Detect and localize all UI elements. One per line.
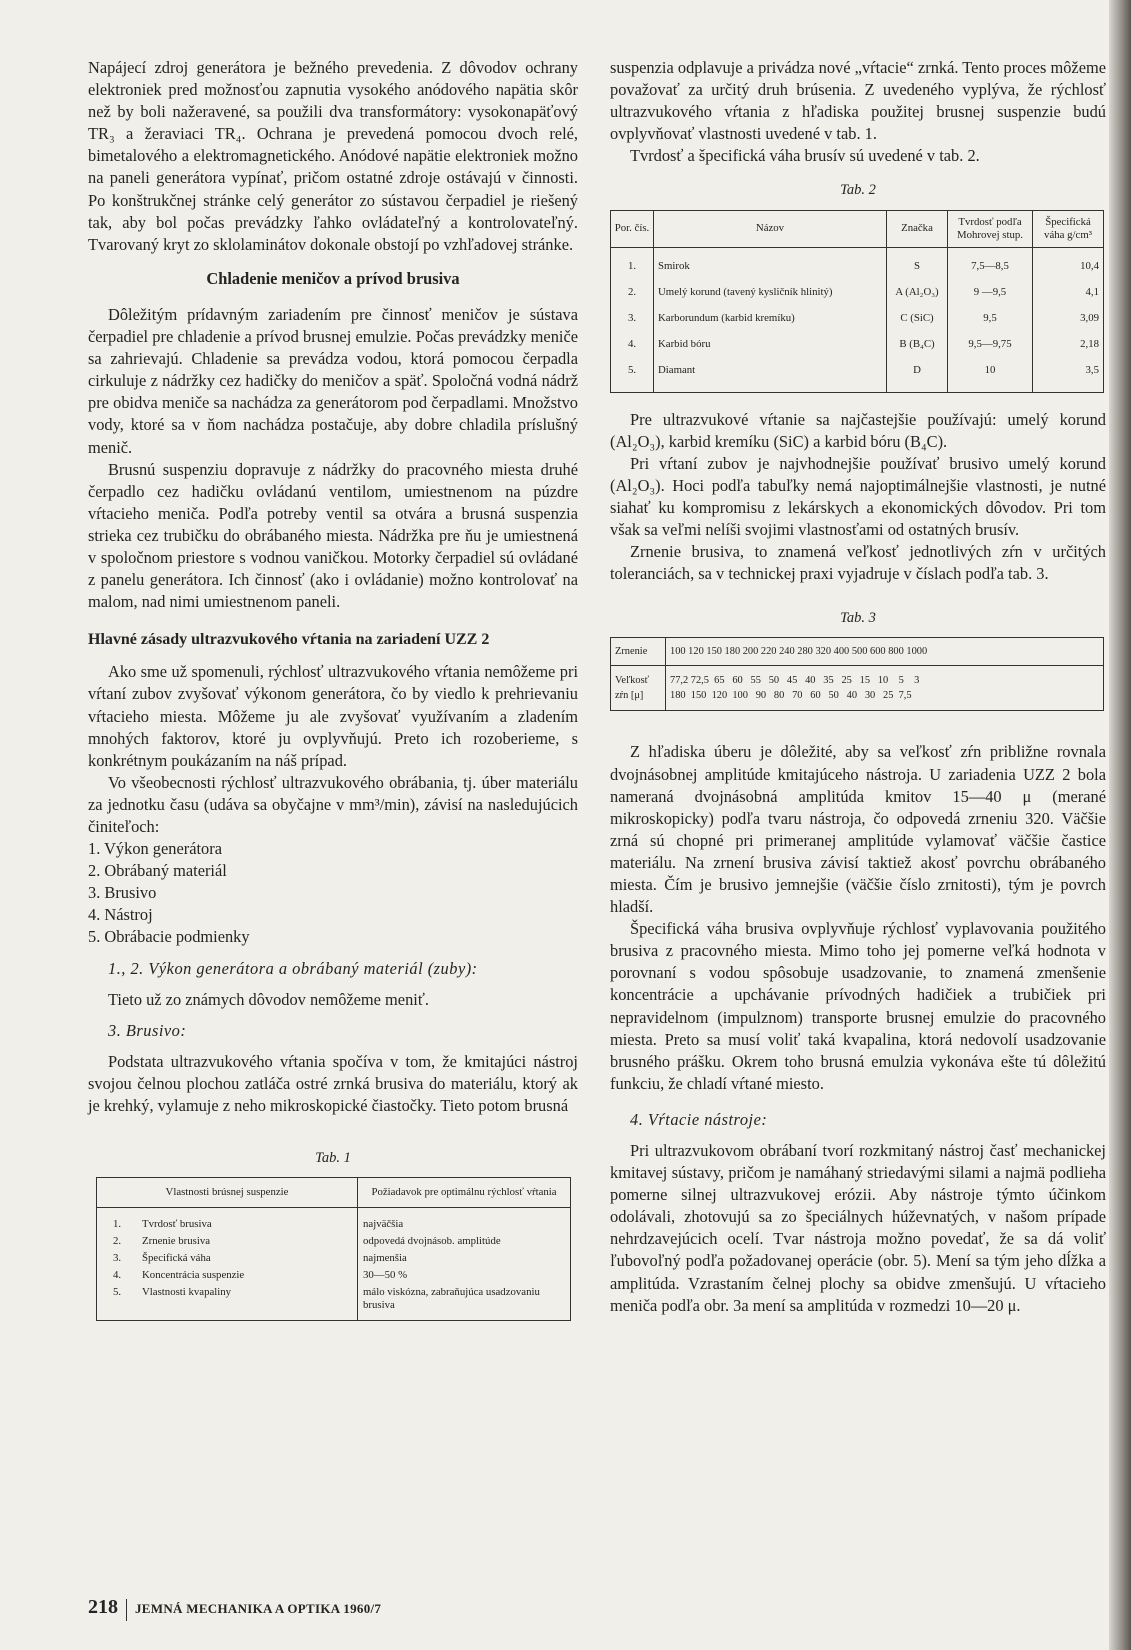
paragraph: Tieto už zo známych dôvodov nemôžeme meniť. [108,989,429,1009]
table-cell: 7,5—8,5 [948,247,1033,283]
row-number: 4. [627,337,637,350]
table-cell [666,666,1104,711]
table-header: Špecifická váha g/cm³ [1033,210,1104,247]
table-1 [96,1177,571,1321]
table-cell: Diamant [654,361,887,393]
left-column [88,57,578,1321]
page-footer [88,1596,381,1621]
row-number: 1. [627,259,637,272]
list-item: 5. Obrábacie podmienky [88,927,250,947]
row-number: 1. [112,1218,122,1231]
factor-list [88,838,578,948]
paragraph: Dôležitým prídavným zariadením pre činnosť meničov je sústava čerpadiel pre chladenie a prívod brusnej emulzie. Počas prevádzky meniče sa zahrievajú. Chladenie sa prevádza vodou, ktorá pomocou čerpadla cirkuluje z nádržky cez hadičky do meničov a späť. Spoločná vodná nádrž pre obidva meniče sa nachádza za generátorom pod čerpadlami. Množstvo vody, ktoré sa v ňom nachádza postačuje, aby dobre chladila príslušný menič. [88,304,578,457]
section-heading: Chladenie meničov a prívod brusiva [206,268,460,288]
row-number: 4. [112,1269,122,1282]
paragraph: Napájecí zdroj generátora je bežného prevedenia. Z dôvodov ochrany elektroniek pred možnosťou zapnutia vysokého anódového napätia skôr než by boli nažeravené, sa použili dva transformátory: vysokonapäťový TR₃ a žeraviaci TR₄. Ochrana je prevedená pomocou dvoch relé, bimetalového a elektromagnetického. Anódové napätie elektroniek možno na paneli generátora vypínať, pričom ostatné zdroje ostávajú v činnosti. Po konštrukčnej stránke celý generátor zo sústavou čerpadiel je riešený tak, aby bol počas prevádzky ľahko ovládateľný a kontrolovateľný. Tvarovaný kryt zo sklolaminátov dokonale obstojí po vzhľadovej stránke. [88,58,578,254]
right-column [610,57,1106,1317]
paragraph: Z hľadiska úberu je dôležité, aby sa veľkosť zŕn približne rovnala dvojnásobnej amplitúde kmitajúceho nástroja. U zariadenia UZZ 2 bola nameraná dvojnásobná amplitúda kmitov 15—40 μ (merané mikroskopicky) podľa tvaru nástroja, čo odpovedá zrneniu 320. Väčšie zrná sú chopné pri primeranej amplitúde vylamovať väčšie častice materiálu. Na zrnení brusiva závisí taktiež akosť povrchu obrábaného miesta. Čím je brusivo jemnejšie (väčšie číslo zrnitosti), tým je povrch hladší. [610,742,1106,917]
table-cell: málo viskózna, zabraňujúca usadzovaniu brusiva [358,1284,571,1321]
table-caption: Tab. 2 [840,182,876,199]
page-number: 218 [88,1596,118,1618]
table-cell: Karborundum (karbid kremíku) [654,309,887,335]
table-cell: 10 [948,361,1033,393]
values-line: 77,2 72,5 65 60 55 50 45 40 35 25 15 10 5 3 [670,675,920,687]
table-row [97,1208,571,1234]
table-cell: 9,5 [948,309,1033,335]
table-row [611,335,1104,361]
row-label: Zrnenie [615,646,648,658]
page-binding-shadow [1109,0,1131,1650]
subsection-heading: 1., 2. Výkon generátora a obrábaný materiál (zuby): [108,958,478,978]
row-number: 3. [627,311,637,324]
row-label-line: Veľkosť [615,675,650,687]
table-header: Vlastnosti brúsnej suspenzie [97,1178,358,1208]
table-header: Značka [887,210,948,247]
table-cell: najväčšia [358,1208,571,1234]
paragraph: Vo všeobecnosti rýchlosť ultrazvukového obrábania, tj. úber materiálu za jednotku času (udáva sa obyčajne v mm³/min), závisí na nasledujúcich činiteľoch: [88,772,578,836]
subsection-heading: 3. Brusivo: [108,1020,187,1040]
row-number: 2. [112,1235,122,1248]
table-cell: C (SiC) [887,309,948,335]
table-cell: 100 120 150 180 200 220 240 280 320 400 500 600 800 1000 [666,638,1104,666]
table-2 [610,210,1104,393]
table-row [97,1267,571,1284]
table-cell: 3,5 [1033,361,1104,393]
table-cell: Karbid bóru [654,335,887,361]
table-cell: 30—50 % [358,1267,571,1284]
table-cell: 2,18 [1033,335,1104,361]
table-cell: B (B₄C) [887,335,948,361]
paragraph: Špecifická váha brusiva ovplyvňuje rýchlosť vyplavovania použitého brusiva z pracovného miesta. Mimo toho jej pomerne veľká hodnota v porovnaní s vodou spôsobuje usadzovanie, to znamená zmenšenie koncentrácie a upchávanie prívodných hadičiek a trubičiek pri nepravidelnom (impulznom) transporte brusnej emulzie do pracovného miesta. Preto sa musí voliť taká kvapalina, ktorá nedovolí usadzovanie brusného prášku. Okrem toho brusná emulzia vykonáva ešte tú dôležitú funkciu, že chladí vŕtané miesto. [610,919,1106,1093]
row-number: 3. [112,1252,122,1265]
list-item: 4. Nástroj [88,905,153,925]
table-row [611,283,1104,309]
table-cell: 10,4 [1033,247,1104,283]
paragraph: Tvrdosť a špecifická váha brusív sú uvedené v tab. 2. [630,146,980,166]
row-label [611,666,666,711]
table-3 [610,637,1104,711]
table-row [611,309,1104,335]
table-cell: Koncentrácia suspenzie [142,1269,245,1282]
table-row [97,1250,571,1267]
values-line: 180 150 120 100 90 80 70 60 50 40 30 25 7,5 [670,690,912,702]
table-cell: Špecifická váha [142,1252,211,1265]
table-cell: Umelý korund (tavený kysličník hlinitý) [654,283,887,309]
table-header: Názov [654,210,887,247]
table-header: Požiadavok pre optimálnu rýchlosť vŕtania [358,1178,571,1208]
table-cell: D [887,361,948,393]
table-caption: Tab. 1 [315,1150,351,1167]
list-item: 1. Výkon generátora [88,839,222,859]
table-row [611,247,1104,283]
paragraph: Pri vŕtaní zubov je najvhodnejšie používať brusivo umelý korund (Al₂O₃). Hoci podľa tabuľky nemá najoptimálnejšie vlastnosti, je nutné siahať ku kompromisu z lekárskych a ekonomických dôvodov. Pri tom však sa veľmi nelíši svojimi vlastnosťami od ostatných brusív. [610,453,1106,540]
section-heading: Hlavné zásady ultrazvukového vŕtania na zariadení UZZ 2 [88,631,490,649]
paragraph: Brusnú suspenziu dopravuje z nádržky do pracovného miesta druhé čerpadlo cez hadičku ovládanú ventilom, umiestnenom na púzdre vŕtacieho meniča. Podľa potreby ventil sa otvára a brusná suspenzia strieka cez trubičku do obrábaného miesta. Nádržka pre ňu je umiestnená v spoločnom priestore s vodnou vaničkou. Motorky čerpadiel sú ovládané z panelu generátora. Ich činnosť (ako i ovládanie) možno kontrolovať na malom, nad nimi umiestnenom paneli. [88,459,578,612]
paragraph: suspenzia odplavuje a privádza nové „vŕtacie“ zrnká. Tento proces môžeme považovať za určitý druh brúsenia. Z uvedeného vyplýva, že rýchlosť ultrazvukového vŕtania z hľadiska použitej brusnej suspenzie budú ovplyvňovať vlastnosti uvedené v tab. 1. [610,58,1106,144]
paragraph: Zrnenie brusiva, to znamená veľkosť jednotlivých zŕn v určitých toleranciách, sa v technickej praxi vyjadruje v číslach podľa tab. 3. [610,542,1106,584]
table-cell: 4,1 [1033,283,1104,309]
row-label-line: zŕn [μ] [615,690,644,702]
table-cell: S [887,247,948,283]
table-cell: Zrnenie brusiva [142,1235,211,1248]
table-cell: Smirok [654,247,887,283]
table-cell: odpovedá dvojnásob. amplitúde [358,1233,571,1250]
table-header: Tvrdosť podľa Mohrovej stup. [948,210,1033,247]
paragraph: Ako sme už spomenuli, rýchlosť ultrazvukového vŕtania nemôžeme pri vŕtaní zubov zvyšovať výkonom generátora, čo by viedlo k prehrievaniu vŕtacieho miesta. Môžeme ju ale zvyšovať využívaním a zladením mnohých faktorov, ktoré ju ovplyvňujú. Preto ich rozoberieme, s konkrétnym poukázaním na náš prípad. [88,662,578,770]
table-row [97,1233,571,1250]
row-number: 2. [627,285,637,298]
paragraph: Pri ultrazvukovom obrábaní tvorí rozkmitaný nástroj časť mechanickej kmitavej sústavy, pričom je namáhaný striedavými silami a najmä podlieha pomerne silnej ultrazvukovej erózii. Aby nástroje týmto účinkom odolávali, zhotovujú sa zo špeciálnych húževnatých, v našom prípade nehrdzavejúcich ocelí. Tvar nástroja možno povedať, že sa dá voliť ľubovoľný podľa požadovanej operácie (obr. 5). Mení sa tým jeho dĺžka a amplitúda. Vzrastaním čelnej plochy sa obidve zmenšujú. U vŕtacieho meniča podľa obr. 3a mení sa amplitúda v rozmedzi 10—20 μ. [610,1141,1106,1315]
list-item: 2. Obrábaný materiál [88,861,227,881]
subsection-heading: 4. Vŕtacie nástroje: [630,1109,768,1129]
table-header: Por. čís. [611,210,654,247]
table-cell: 9 —9,5 [948,283,1033,309]
table-cell: Vlastnosti kvapaliny [142,1286,232,1299]
table-cell: A (Al₂O₃) [887,283,948,309]
footer-divider [126,1599,127,1621]
row-number: 5. [627,363,637,376]
table-cell: Tvrdosť brusiva [142,1218,212,1231]
table-caption: Tab. 3 [840,610,876,627]
list-item: 3. Brusivo [88,883,157,903]
table-row [611,666,1104,711]
journal-title: JEMNÁ MECHANIKA A OPTIKA 1960/7 [135,1601,382,1616]
paragraph: Pre ultrazvukové vŕtanie sa najčastejšie používajú: umelý korund (Al₂O₃), karbid kremíku (SiC) a karbid bóru (B₄C). [610,409,1106,451]
paragraph: Podstata ultrazvukového vŕtania spočíva v tom, že kmitajúci nástroj svojou čelnou plochou zatláča ostré zrnká brusiva do materiálu, ktorý ak je krehký, vylamuje z neho mikroskopické čiastočky. Tieto potom brusná [88,1051,578,1116]
row-number: 5. [112,1286,122,1299]
table-row [611,638,1104,666]
table-row [97,1284,571,1321]
table-cell: 9,5—9,75 [948,335,1033,361]
table-cell: najmenšia [358,1250,571,1267]
table-row [611,361,1104,393]
table-cell: 3,09 [1033,309,1104,335]
